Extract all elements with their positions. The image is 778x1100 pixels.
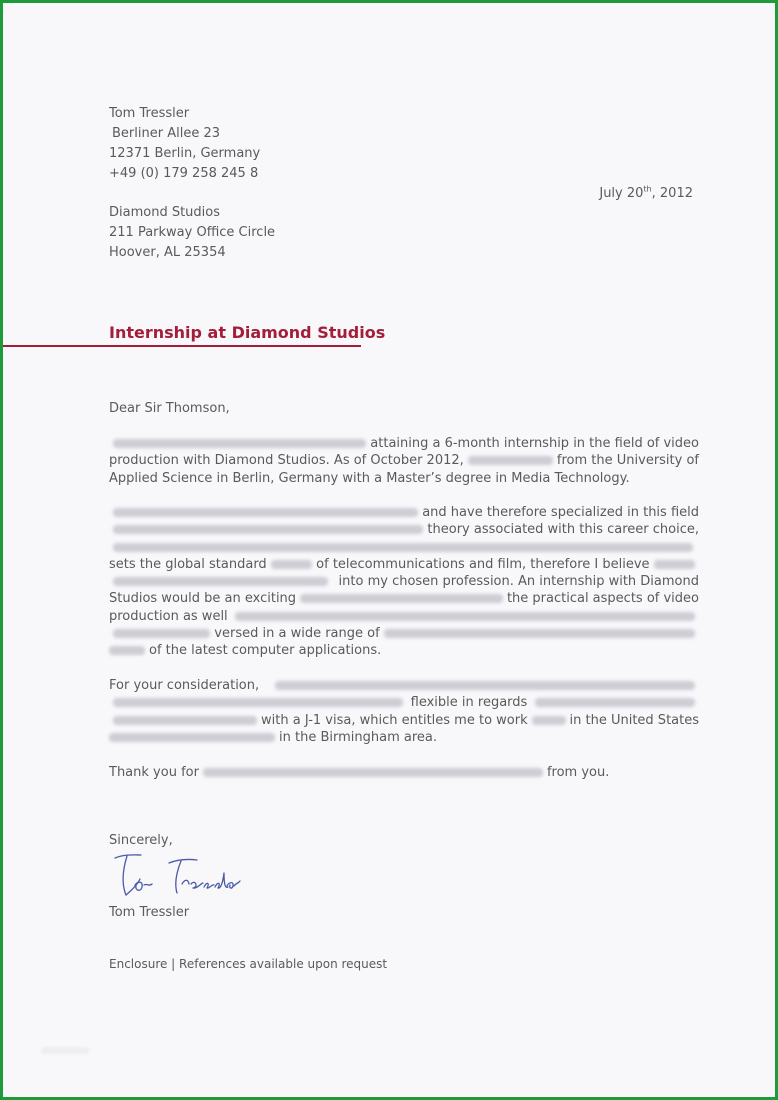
sender-phone: +49 (0) 179 258 245 8 bbox=[109, 166, 259, 181]
faded-page-mark bbox=[41, 1047, 89, 1054]
redacted-text bbox=[235, 612, 695, 621]
signature-text: Tom Tressler bbox=[111, 851, 118, 852]
text-line bbox=[109, 694, 699, 711]
redacted-text bbox=[113, 439, 366, 448]
text-line bbox=[109, 729, 699, 746]
text-line bbox=[109, 590, 699, 607]
sender-city: 12371 Berlin, Germany bbox=[109, 146, 261, 161]
letter-subject: Internship at Diamond Studios bbox=[109, 323, 386, 342]
text-line bbox=[109, 625, 699, 642]
date-suffix: , 2012 bbox=[651, 186, 693, 201]
sender-name: Tom Tressler bbox=[109, 106, 190, 121]
text-segment: production as well bbox=[109, 608, 228, 624]
text-line bbox=[109, 521, 699, 538]
redacted-text bbox=[113, 716, 257, 725]
redacted-text bbox=[113, 543, 693, 552]
text-line bbox=[109, 764, 699, 781]
text-line bbox=[109, 504, 699, 521]
text-segment: into my chosen profession. An internship with Diamond bbox=[338, 574, 699, 590]
enclosure-note: Enclosure | References available upon request bbox=[109, 957, 388, 971]
text-segment: Studios would be an exciting bbox=[109, 591, 297, 607]
text-segment: flexible in regards bbox=[410, 695, 528, 711]
redacted-text bbox=[109, 646, 145, 655]
sender-address bbox=[109, 104, 260, 184]
text-segment: the practical aspects of video bbox=[506, 591, 699, 607]
redacted-text bbox=[654, 560, 695, 569]
date-prefix: July 20 bbox=[599, 186, 644, 201]
text-segment: Thank you for bbox=[109, 765, 199, 780]
text-segment: of the latest computer applications. bbox=[149, 643, 382, 659]
sender-street: Berliner Allee 23 bbox=[112, 126, 220, 141]
text-segment: and have therefore specialized in this field bbox=[422, 505, 699, 520]
text-segment: theory associated with this career choice, bbox=[427, 522, 699, 538]
redacted-text bbox=[113, 525, 423, 534]
text-segment: from the University of bbox=[556, 453, 699, 469]
text-line bbox=[109, 642, 699, 659]
text-segment: Applied Science in Berlin, Germany with a Master’s degree in Media Technology. bbox=[109, 470, 630, 486]
text-segment: with a J-1 visa, which entitles me to work bbox=[261, 712, 528, 728]
text-line bbox=[109, 539, 699, 556]
recipient-city: Hoover, AL 25354 bbox=[109, 245, 226, 260]
redacted-text bbox=[113, 629, 210, 638]
text-segment: from you. bbox=[546, 765, 610, 780]
text-line bbox=[109, 435, 699, 452]
signer-name: Tom Tressler bbox=[109, 905, 190, 920]
redacted-text bbox=[109, 733, 275, 742]
letter-date bbox=[599, 184, 693, 204]
redacted-text bbox=[384, 629, 695, 638]
subject-underline bbox=[3, 345, 361, 347]
text-segment: attaining a 6-month internship in the field of video bbox=[370, 436, 699, 451]
text-line bbox=[109, 677, 699, 694]
recipient-address bbox=[109, 203, 275, 263]
body-paragraph-4 bbox=[109, 764, 699, 781]
handwritten-signature bbox=[111, 851, 241, 901]
text-segment: versed in a wide range of bbox=[214, 626, 380, 642]
redacted-text bbox=[113, 577, 328, 586]
redacted-text bbox=[468, 456, 553, 465]
redacted-text bbox=[535, 698, 695, 707]
text-segment: production with Diamond Studios. As of October 2012, bbox=[109, 453, 464, 469]
redacted-text bbox=[532, 716, 566, 725]
body-paragraph-1 bbox=[109, 435, 699, 487]
text-segment: sets the global standard bbox=[109, 556, 267, 572]
text-segment: in the Birmingham area. bbox=[279, 729, 437, 745]
text-line bbox=[109, 608, 699, 625]
closing: Sincerely, bbox=[109, 833, 173, 848]
salutation: Dear Sir Thomson, bbox=[109, 401, 230, 416]
text-segment: of telecommunications and film, therefore I believe bbox=[316, 556, 650, 572]
redacted-text bbox=[203, 768, 543, 777]
body-paragraph-2 bbox=[109, 504, 699, 660]
redacted-text bbox=[271, 560, 312, 569]
text-line bbox=[109, 573, 699, 590]
body-paragraph-3 bbox=[109, 677, 699, 746]
text-segment: in the United States bbox=[569, 712, 699, 728]
text-line bbox=[109, 712, 699, 729]
redacted-text bbox=[300, 594, 503, 603]
redacted-text bbox=[113, 698, 403, 707]
text-segment: For your consideration, bbox=[109, 678, 260, 693]
text-line bbox=[109, 556, 699, 573]
recipient-street: 211 Parkway Office Circle bbox=[109, 225, 276, 240]
text-line bbox=[109, 452, 699, 469]
text-line bbox=[109, 470, 699, 487]
date-ordinal: th bbox=[643, 184, 652, 194]
redacted-text bbox=[275, 681, 695, 690]
recipient-company: Diamond Studios bbox=[109, 205, 221, 220]
redacted-text bbox=[113, 508, 418, 517]
